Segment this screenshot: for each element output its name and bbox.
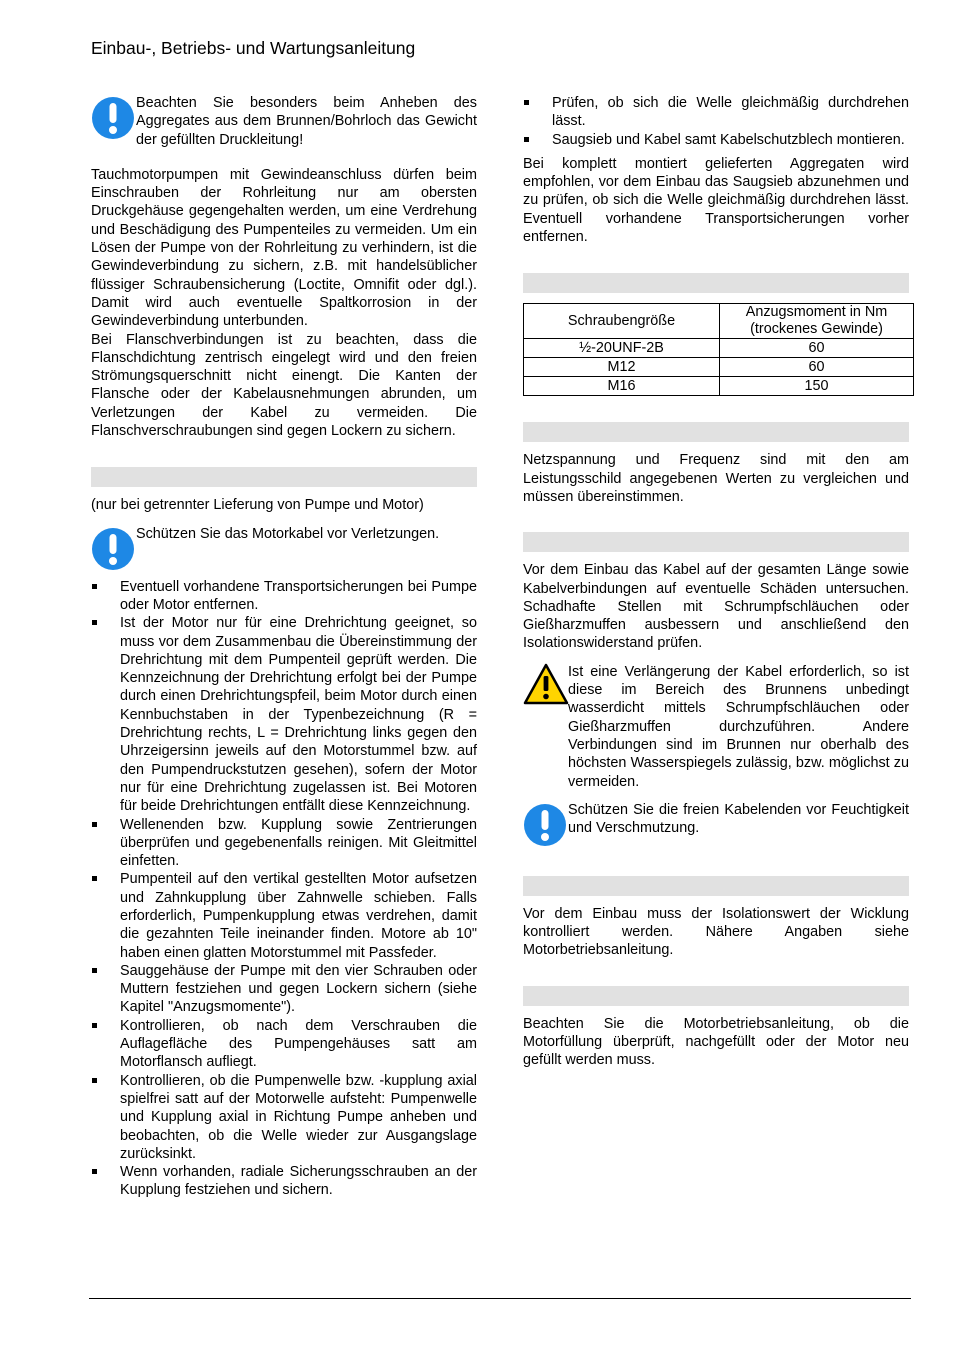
section-bar-cable [523,532,909,552]
table-row [524,339,914,358]
cable-extension-warning-text: Ist eine Verlängerung der Kabel erforderlich, so ist diese im Bereich des Brunnens unbedingt wasserdicht mittels Schrumpfschläuchen oder Gießharzmuffen durchzuführen. Andere Verbindungen sind im Brunnen nur oberhalb des höchsten Wasserspiegels zulässig, bzw. möglichst zu vermeiden. [568,663,909,790]
assembly-intro: (nur bei getrennter Lieferung von Pumpe und Motor) [91,497,424,514]
motor-cable-note [91,525,477,575]
section-bar-motor-fill [523,986,909,1006]
table-row [524,358,914,377]
list-item: Wellenenden bzw. Kupplung sowie Zentrierungen überprüfen und gegebenenfalls reinigen. Mit Gleitmittel einfetten. [91,816,477,871]
cable-extension-warning [523,663,909,791]
table-cell: ½-20UNF-2B [524,339,720,358]
section-bar-torque [523,273,909,293]
cable-ends-note [523,801,909,851]
table-cell: 150 [720,377,914,396]
list-item: Kontrollieren, ob die Pumpenwelle bzw. -kupplung axial spielfrei satt auf der Motorwelle aufsteht: Pumpenwelle und Kupplung axial in Richtung Pumpe anheben und beobachten, ob die Welle wieder zur Ausgangslage zurücksinkt. [91,1072,477,1163]
voltage-paragraph: Netzspannung und Frequenz sind mit den am Leistungsschild angegebenen Werten zu vergleichen und müssen übereinstimmen. [523,452,909,505]
section-bar-voltage [523,422,909,442]
shaft-check-list [523,94,909,149]
list-item: Pumpenteil auf den vertikal gestellten Motor aufsetzen und Zahnkupplung über Zahnwelle schieben. Falls erforderlich, Pumpenkupplung etwas verdrehen, damit die gezahnten Teile ineinander finden. Motore ab 10" haben einen glatten Motorstummel mit Passfeder. [91,870,477,961]
table-header-cell: Schraubengröße [524,304,720,339]
insulation-paragraph: Vor dem Einbau muss der Isolationswert der Wicklung kontrolliert werden. Nähere Angaben siehe Motorbetriebsanleitung. [523,905,909,959]
complete-unit-paragraph: Bei komplett montiert gelieferten Aggregaten wird empfohlen, vor dem Einbau das Saugsieb abzunehmen und zu prüfen, ob sich die Welle gleichmäßig durchdrehen lässt. Eventuell vorhandene Transportsicherungen vorher entfernen. [523,155,909,246]
table-cell: M16 [524,377,720,396]
list-item: Eventuell vorhandene Transportsicherungen bei Pumpe oder Motor entfernen. [91,578,477,615]
assembly-steps-list [91,578,477,1200]
thread-connection-paragraph: Tauchmotorpumpen mit Gewindeanschluss dürfen beim Einschrauben der Rohrleitung nur am obersten Druckgehäuse gegengehalten werden, um eine Verdrehung und Beschädigung des Pumpenteiles zu vermeiden. Um ein Lösen der Pumpe von der Rohrleitung zu verhindern, ist die Gewindeverbindung zu sichern, z.B. mit handelsüblicher flüssiger Schraubensicherung (Loctite, Omnifit oder dgl.). Damit wird auch eventuelle Spaltkorrosion in der Gewindeverbindung unterbunden. [91,166,477,330]
warning-triangle-icon [523,663,569,705]
lifting-note-text: Beachten Sie besonders beim Anheben des Aggregates aus dem Brunnen/Bohrloch das Gewicht der gefüllten Druckleitung! [136,95,477,148]
flange-connection-paragraph: Bei Flanschverbindungen ist zu beachten, dass die Flanschdichtung zentrisch eingelegt wird und den freien Strömungsquerschnitt nicht einengt. Die Kanten der Flansche oder der Kabelausnehmungen abrunden, um Verletzungen der Kabel zu vermeiden. Die Flanschverschraubungen sind gegen Lockern zu sichern. [91,331,477,440]
cable-ends-note-text: Schützen Sie die freien Kabelenden vor Feuchtigkeit und Verschmutzung. [568,801,909,837]
list-item: Ist der Motor nur für eine Drehrichtung geeignet, so muss vor dem Zusammenbau die Übereinstimmung der Drehrichtung mit dem Pumpenteil geprüft werden. Die Kennzeichnung der Drehrichtung erfolgt bei der Pumpe durch einen Drehrichtungspfeil, beim Motor durch einen Kennbuchstaben in der Typenbezeichnung (R = Drehrichtung rechts, L = Drehrichtung links gegen den Uhrzeigersinn jeweils auf den Motorstummel bzw. auf den Pumpendruckstutzen gesehen), sofern der Motor nur für eine Drehrichtung zugelassen ist. Bei Motoren für beide Drehrichtungen entfällt diese Kennzeichnung. [91,614,477,815]
section-bar-assembly [91,467,477,487]
list-item: Kontrollieren, ob nach dem Verschrauben die Auflagefläche des Pumpengehäuses satt am Motorflansch aufliegt. [91,1017,477,1072]
list-item: Sauggehäuse der Pumpe mit den vier Schrauben oder Muttern festziehen und gegen Lockern sichern (siehe Kapitel "Anzugsmomente"). [91,962,477,1017]
exclamation-circle-icon [91,527,135,571]
motor-cable-note-text: Schützen Sie das Motorkabel vor Verletzungen. [136,525,440,542]
list-item: Wenn vorhanden, radiale Sicherungsschrauben an der Kupplung festziehen und sichern. [91,1163,477,1200]
page-header: Einbau-, Betriebs- und Wartungsanleitung [91,38,416,58]
table-header-cell: Anzugsmoment in Nm (trockenes Gewinde) [720,304,914,339]
left-column [91,94,477,1200]
exclamation-circle-icon [523,803,567,847]
table-header-row [524,304,914,339]
right-column [523,94,909,1070]
torque-table [523,303,914,396]
table-cell: M12 [524,358,720,377]
section-bar-insulation [523,876,909,896]
table-cell: 60 [720,358,914,377]
lifting-note [91,94,477,149]
cable-check-paragraph: Vor dem Einbau das Kabel auf der gesamten Länge sowie Kabelverbindungen auf eventuelle Schäden untersuchen. Schadhafte Stellen mit Schrumpfschläuchen oder Gießharzmuffen ausbessern und anschließend den Isolationswiderstand prüfen. [523,562,909,652]
list-item: Saugsieb und Kabel samt Kabelschutzblech montieren. [523,131,909,149]
list-item: Prüfen, ob sich die Welle gleichmäßig durchdrehen lässt. [523,94,909,131]
table-row [524,377,914,396]
footer-rule [89,1298,911,1299]
exclamation-circle-icon [91,96,135,140]
motor-fill-paragraph: Beachten Sie die Motorbetriebsanleitung, ob die Motorfüllung überprüft, nachgefüllt oder der Motor neu gefüllt werden muss. [523,1015,909,1069]
table-cell: 60 [720,339,914,358]
